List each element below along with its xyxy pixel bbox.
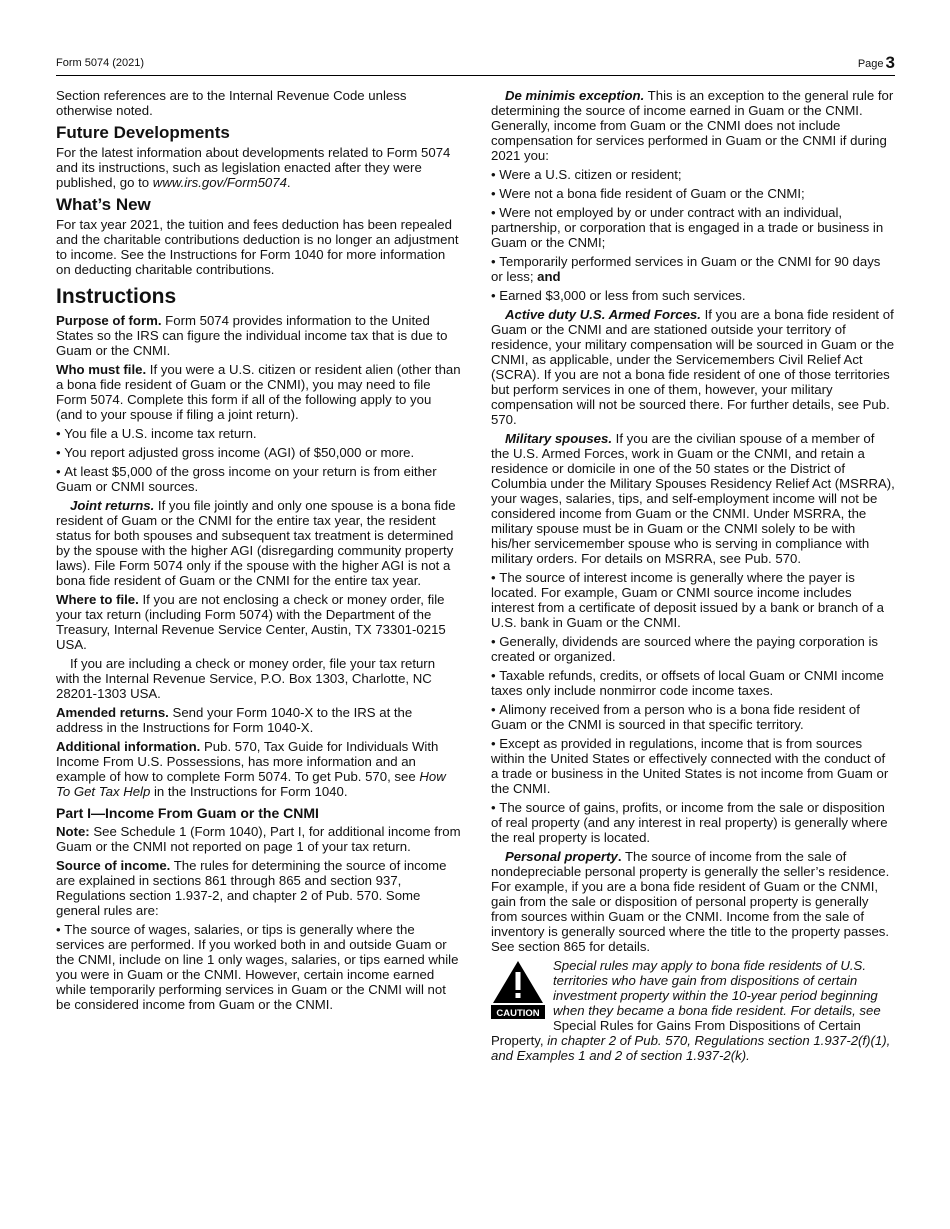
instructions-heading: Instructions (56, 285, 177, 308)
future-developments-text: For the latest information about developments related to Form 5074 and its instructions, such as legislation enacted after they were published, go to www.irs.gov/Form5074. (56, 145, 451, 190)
list-item: • At least $5,000 of the gross income on your return is from either Guam or CNMI sources. (56, 464, 461, 494)
left-column (56, 88, 461, 1016)
page-number: Page 3 (857, 53, 895, 72)
amended-returns-paragraph: Amended returns. Send your Form 1040-X to the IRS at the address in the Instructions for Form 1040-X. (56, 705, 413, 735)
future-developments-heading: Future Developments (56, 123, 230, 142)
list-item: • You file a U.S. income tax return. (56, 426, 461, 441)
list-item: • Generally, dividends are sourced where the paying corporation is created or organized. (491, 634, 895, 664)
who-must-file-paragraph: Who must file. If you were a U.S. citizen or resident alien (other than a bona fide resident of Guam or the CNMI), you may need to file Form 5074. Complete this form if all of the following apply to you (and to your spouse if filing a joint return). (56, 362, 461, 422)
where-to-file-paragraph: Where to file. If you are not enclosing a check or money order, file your tax return (including Form 5074) with the Department of the Treasury, Internal Revenue Service Center, Austin, TX 73301-0215 USA. (56, 592, 446, 652)
joint-returns-paragraph: Joint returns. If you file jointly and only one spouse is a bona fide resident of Guam or the CNMI for the entire tax year, the resident status for both spouses and subsequent tax treatment is determined by the spouse with the higher AGI (disregarding community property laws). File Form 5074 only if the spouse with the higher AGI is not a bona fide resident of Guam or the CNMI for the entire tax year. (56, 498, 456, 588)
part1-heading: Part I—Income From Guam or the CNMI (56, 805, 319, 821)
list-item: • Temporarily performed services in Guam or the CNMI for 90 days or less; and (491, 254, 895, 284)
whats-new-text: For tax year 2021, the tuition and fees deduction has been repealed and the charitable contributions deduction is no longer an adjustment to income. See the Instructions for Form 1040 for more information on deducting charitable contributions. (56, 217, 459, 277)
page-header (56, 55, 895, 76)
where-to-file-check-paragraph: If you are including a check or money order, file your tax return with the Internal Revenue Service, P.O. Box 1303, Charlotte, NC 28201-1303 USA. (56, 656, 436, 701)
caution-label: CAUTION (496, 1008, 540, 1019)
de-minimis-paragraph: De minimis exception. This is an exception to the general rule for determining the source of income earned in Guam or the CNMI. Generally, income from Guam or the CNMI does not include compensation for services performed in Guam or the CNMI if during 2021 you: (491, 88, 894, 163)
additional-info-paragraph: Additional information. Pub. 570, Tax Guide for Individuals With Income From U.S. Possessions, has more information and an example of how to complete Form 5074. To get Pub. 570, see How To Get Tax Help in the Instructions for Form 1040. (56, 739, 446, 799)
caution-note: CAUTION Special rules may apply to bona fide residents of U.S. territories who have gain from dispositions of certain investment property within the 10-year period beginning when they became a bona fide resident. For details, see Special Rules for Gains From Dispositions of Certain Property, in chapter 2 of Pub. 570, Regulations section 1.937-2(f)(1), and Examples 1 and 2 of section 1.937-2(k). (491, 958, 891, 1063)
personal-property-paragraph: Personal property. The source of income from the sale of nondepreciable personal property is generally the seller’s residence. For example, if you are a bona fide resident of Guam or the CNMI, gain from the sale or disposition of personal property is generally from sources within Guam or the CNMI. Income from the sale of inventory is generally sourced where the title to the property passes. See section 865 for details. (491, 849, 890, 954)
list-item: • The source of interest income is generally where the payer is located. For example, Guam or CNMI source income includes interest from a certificate of deposit issued by a bank or branch of a U.S. bank in Guam or the CNMI. (491, 570, 895, 630)
list-item: • Were a U.S. citizen or resident; (491, 167, 895, 182)
form-id: Form 5074 (2021) (56, 57, 145, 69)
list-item: • The source of gains, profits, or income from the sale or disposition of real property (and any interest in real property) is generally where the real property is located. (491, 800, 895, 845)
whats-new-heading: What’s New (56, 195, 151, 214)
list-item: • Were not a bona fide resident of Guam or the CNMI; (491, 186, 895, 201)
purpose-paragraph: Purpose of form. Form 5074 provides information to the United States so the IRS can figure the individual income tax that is due to Guam or the CNMI. (56, 313, 448, 358)
list-item: • Earned $3,000 or less from such services. (491, 288, 895, 303)
list-item: • Were not employed by or under contract with an individual, partnership, or corporation that is engaged in a trade or business in Guam or the CNMI; (491, 205, 895, 250)
list-item: • The source of wages, salaries, or tips is generally where the services are performed. If you worked both in and outside Guam or the CNMI, include on line 1 only wages, salaries, or tips earned while you were in Guam or the CNMI. However, certain income earned while temporarily performing services in Guam or the CNMI will not be considered income from Guam or the CNMI. (56, 922, 461, 1012)
active-duty-paragraph: Active duty U.S. Armed Forces. If you are a bona fide resident of Guam or the CNMI and are stationed outside your territory of residence, your military compensation will be sourced in Guam or the CNMI, as applicable, under the Servicemembers Civil Relief Act (SCRA). If you are not a bona fide resident of one of those territories but perform services in one of them, however, your military compensation will not be sourced there. For further details, see Pub. 570. (491, 307, 895, 427)
caution-icon (491, 959, 545, 1019)
irs-link[interactable]: www.irs.gov/Form5074 (152, 175, 287, 190)
source-of-income-paragraph: Source of income. The rules for determining the source of income are explained in sections 861 through 865 and section 937, Regulations section 1.937-2, and chapter 2 of Pub. 570. Some general rules are: (56, 858, 447, 918)
list-item: • You report adjusted gross income (AGI) of $50,000 or more. (56, 445, 461, 460)
military-spouses-paragraph: Military spouses. If you are the civilian spouse of a member of the U.S. Armed Forces, work in Guam or the CNMI, and retain a residence or domicile in one of the 50 states or the District of Columbia under the Military Spouses Residency Relief Act (MSRRA), your wages, salaries, tips, and self-employment income will not be considered income from Guam or the CNMI. Under MSRRA, the military spouse must be in Guam or the CNMI solely to be with his/her servicemember spouse who is serving in compliance with military orders. For details on MSRRA, see Pub. 570. (491, 431, 895, 566)
note-paragraph: Note: See Schedule 1 (Form 1040), Part I, for additional income from Guam or the CNMI not reported on page 1 of your tax return. (56, 824, 461, 854)
list-item: • Taxable refunds, credits, or offsets of local Guam or CNMI income taxes only include nonmirror code income taxes. (491, 668, 895, 698)
right-column (491, 88, 895, 1063)
intro-text: Section references are to the Internal Revenue Code unless otherwise noted. (56, 88, 407, 118)
list-item: • Except as provided in regulations, income that is from sources within the United States or effectively connected with the conduct of a trade or business in the United States is not income from Guam or the CNMI. (491, 736, 895, 796)
list-item: • Alimony received from a person who is a bona fide resident of Guam or the CNMI is sourced in that specific territory. (491, 702, 895, 732)
